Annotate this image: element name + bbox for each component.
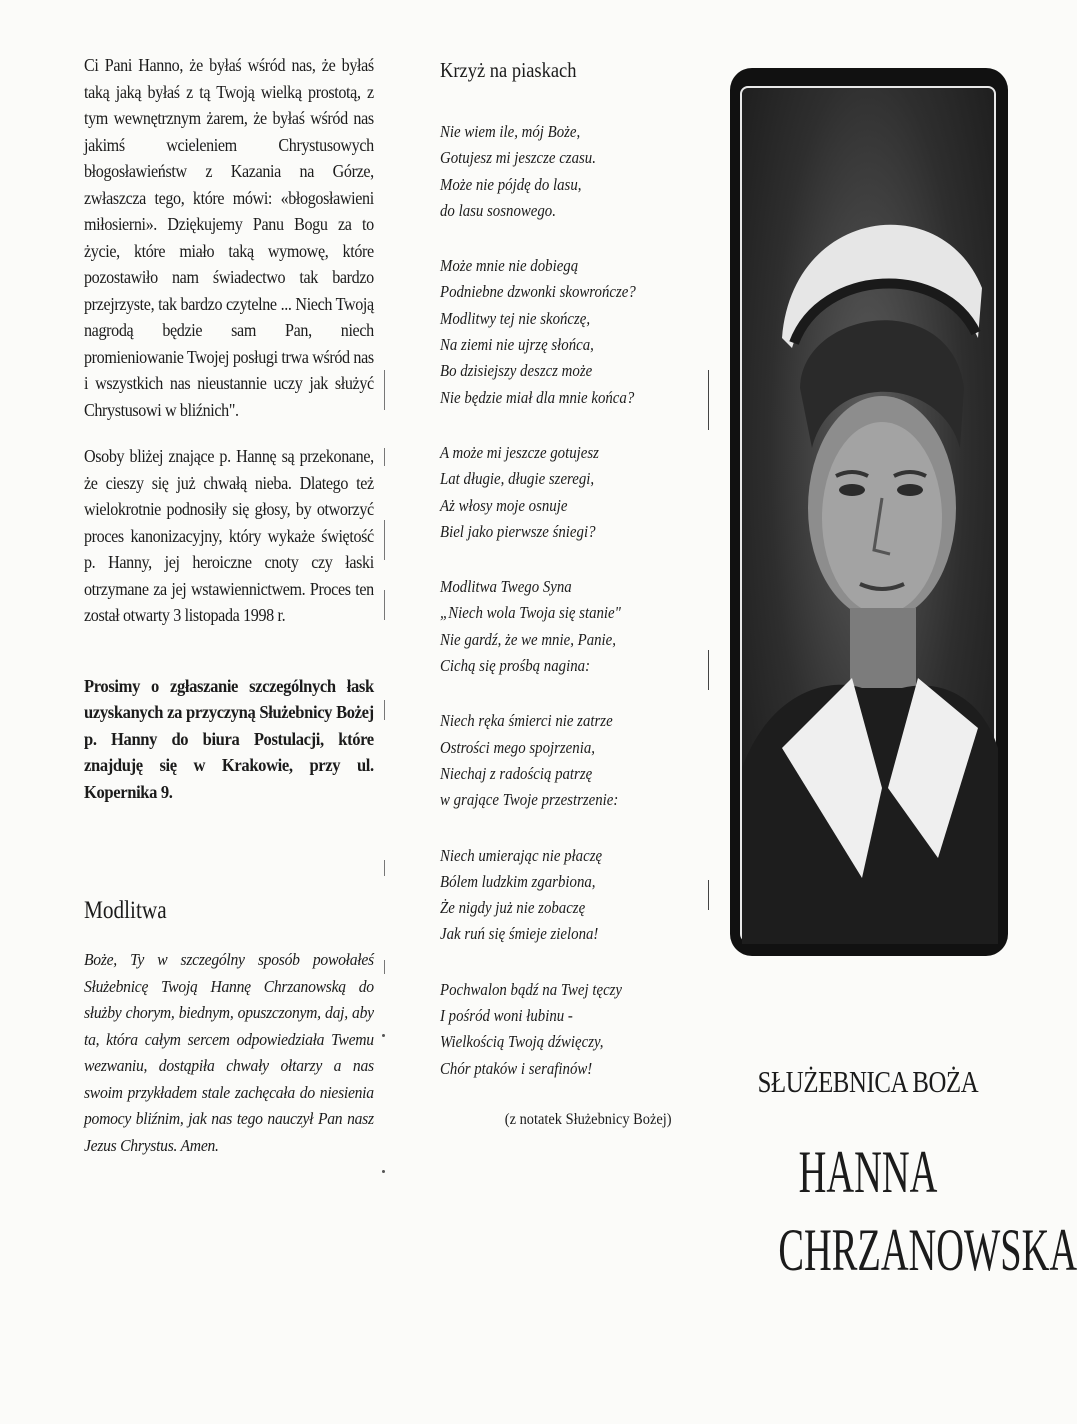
portrait-image xyxy=(742,88,998,944)
poem-line: Na ziemi nie ujrzę słońca, xyxy=(440,335,594,355)
poem-line: Ostrości mego spojrzenia, xyxy=(440,737,595,757)
poem-line: Niech umierając nie płaczę xyxy=(440,845,603,865)
poem-attribution: (z notatek Służebnicy Bożej) xyxy=(504,1110,672,1128)
stanza xyxy=(440,708,710,813)
poem-line: Pochwalon bądź na Twej tęczy xyxy=(440,979,623,999)
stanza xyxy=(440,440,710,545)
cover-name-last: CHRZANOWSKA xyxy=(778,1217,1077,1283)
poem-line: Że nigdy już nie zobaczę xyxy=(440,898,586,918)
poem-title: Krzyż na piaskach xyxy=(440,58,577,82)
poem-line: do lasu sosnowego. xyxy=(440,200,556,220)
portrait-photo xyxy=(740,86,996,942)
poem-line: Bólem ludzkim zgarbiona, xyxy=(440,871,596,891)
stanza xyxy=(440,119,710,224)
fold-mark xyxy=(384,590,385,620)
fold-mark xyxy=(384,860,385,876)
poem-line: Modlitwa Twego Syna xyxy=(440,577,572,597)
stanza xyxy=(440,253,710,411)
cover-subtitle: SŁUŻEBNICA BOŻA xyxy=(757,1064,979,1099)
poem-line: Nie gardź, że we mnie, Panie, xyxy=(440,629,616,649)
poem-line: Modlitwy tej nie skończę, xyxy=(440,308,591,328)
poem-line: Podniebne dzwonki skowrończe? xyxy=(440,282,636,302)
fold-mark xyxy=(384,960,385,974)
poem-line: A może mi jeszcze gotujesz xyxy=(440,442,599,462)
stanza xyxy=(440,843,710,948)
poem-line: Biel jako pierwsze śniegi? xyxy=(440,521,596,541)
poem-line: Może mnie nie dobiegą xyxy=(440,256,579,276)
poem-line: w grające Twoje przestrzenie: xyxy=(440,790,619,810)
portrait-frame xyxy=(730,68,1008,956)
poem-line: Nie będzie miał dla mnie końca? xyxy=(440,387,635,407)
poem-line: Aż włosy moje osnuje xyxy=(440,495,568,515)
poem-column xyxy=(440,58,710,1129)
canonization-paragraph: Osoby bliżej znające p. Hannę są przekonane, że cieszy się już chwałą nieba. Dlatego też wielokrotnie podnosiły się głosy, by otworzyć proces kanonizacyjny, który wykaże świętość p. Hanny, jej heroiczne cnoty czy łaski otrzymane za jej wstawiennictwem. Proces ten został otwarty 3 listopada 1998 r. xyxy=(84,446,374,625)
graces-appeal: Prosimy o zgłaszanie szczególnych łask uzyskanych za przyczyną Służebnicy Bożej p. Hanny do biura Postulacji, które znajduję się w Krakowie, przy ul. Kopernika 9. xyxy=(84,675,374,802)
fold-mark xyxy=(384,370,385,410)
prayer-text: Boże, Ty w szczególny sposób powołałeś Służebnicę Twoją Hannę Chrzanowską do służby chorym, biednym, opuszczonym, daj, aby ta, która całym sercem odpowiedziała Twemu wezwaniu, dostąpiła chwały ołtarzy a nas swoim przykładem stale zachęcała do niesienia pomocy bliźnim, jak nas tego nauczył Pan nasz Jezus Chrystus. Amen. xyxy=(84,950,374,1155)
poem-line: Wielkością Twoją dźwięczy, xyxy=(440,1032,604,1052)
poem-line: „Niech wola Twoja się stanie" xyxy=(440,603,621,623)
fold-mark xyxy=(384,520,385,560)
fold-dot xyxy=(382,1034,385,1037)
poem-line: Chór ptaków i serafinów! xyxy=(440,1058,593,1078)
poem-line: I pośród woni łubinu - xyxy=(440,1006,573,1026)
poem-line: Niechaj z radością patrzę xyxy=(440,763,593,783)
stanza xyxy=(440,574,710,679)
cover-name-first: HANNA xyxy=(798,1139,938,1205)
poem-line: Gotujesz mi jeszcze czasu. xyxy=(440,148,596,168)
left-column xyxy=(84,52,374,1159)
poem-line: Niech ręka śmierci nie zatrze xyxy=(440,711,613,731)
fold-mark xyxy=(384,448,385,466)
fold-dot xyxy=(382,1170,385,1173)
poem-line: Może nie pójdę do lasu, xyxy=(440,174,582,194)
poem-line: Cichą się prośbą nagina: xyxy=(440,656,591,676)
poem-line: Nie wiem ile, mój Boże, xyxy=(440,122,581,141)
stanza xyxy=(440,977,710,1082)
prayer-heading: Modlitwa xyxy=(84,897,167,924)
poem-line: Lat długie, długie szeregi, xyxy=(440,469,595,489)
fold-mark xyxy=(384,700,385,720)
poem-line: Jak ruń się śmieje zielona! xyxy=(440,924,599,944)
tribute-paragraph: Ci Pani Hanno, że byłaś wśród nas, że byłaś taką jaką byłaś z tą Twoją wielką prostotą, z tym wewnętrznym żarem, że byłaś wśród nas jakimś wcieleniem Chrystusowych błogosławieństw z Kazania na Górze, zwłaszcza tego, które mówi: «błogosławieni miłosierni». Dziękujemy Panu Bogu za to życie, które miało taką wymowę, które pozostawiło nam świadectwo tak bardzo przejrzyste, tak bardzo czytelne ... Niech Twoją nagrodą będzie sam Pan, niech promieniowanie Twojej posługi trwa wśród nas i wszystkich nas nieustannie uczy jak służyć Chrystusowi w bliźnich". xyxy=(84,55,374,420)
poem-line: Bo dzisiejszy deszcz może xyxy=(440,361,593,381)
